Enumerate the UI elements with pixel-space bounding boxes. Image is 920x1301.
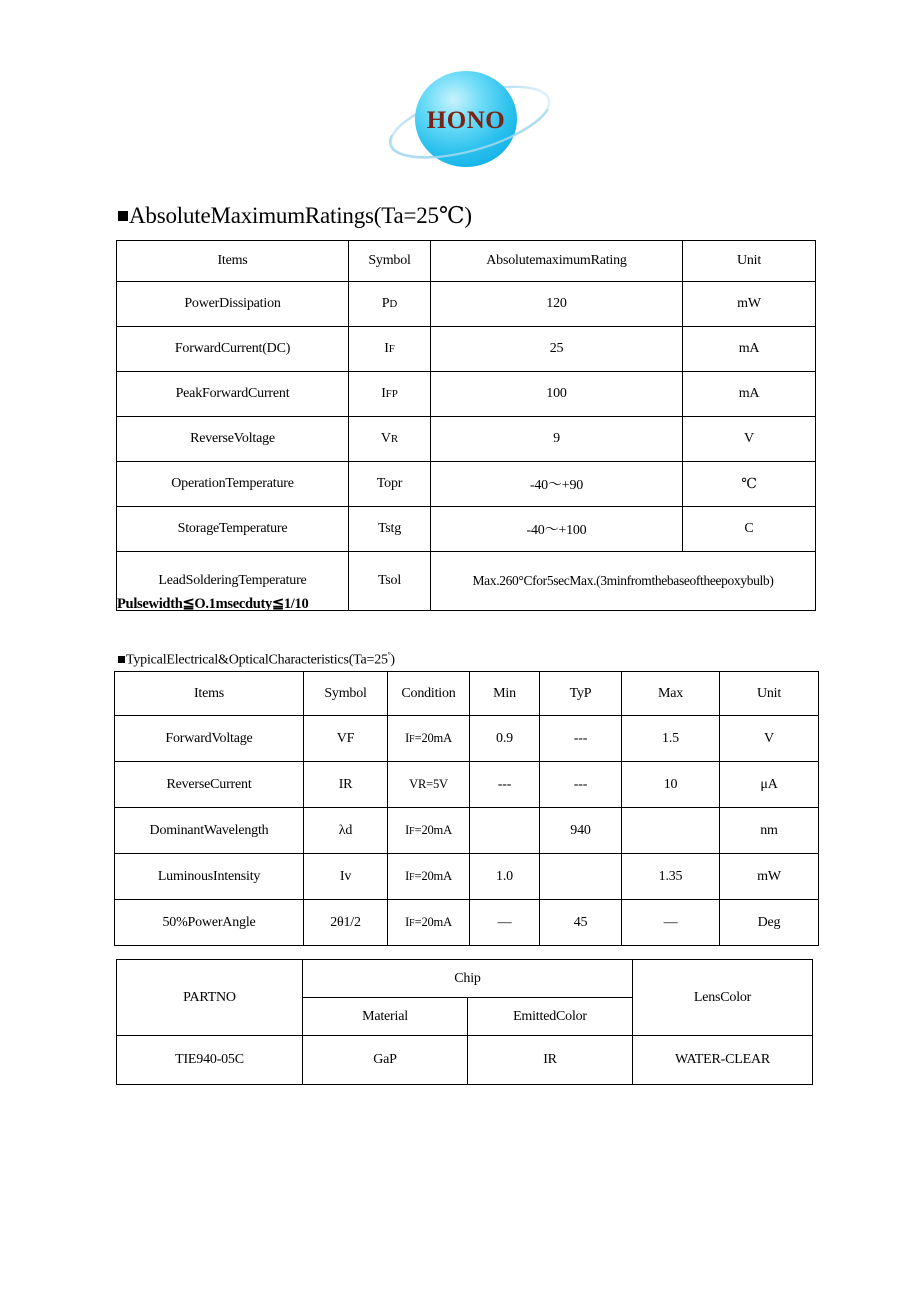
column-header-unit: Unit: [720, 672, 819, 716]
cell-condition: [388, 900, 470, 946]
cell-min: 0.9: [470, 716, 540, 762]
column-header-rating: AbsolutemaximumRating: [431, 241, 683, 282]
cell-unit: ℃: [683, 462, 816, 507]
cell-typ: 940: [540, 808, 622, 854]
cell-unit: C: [683, 507, 816, 552]
cell-item: OperationTemperature: [117, 462, 349, 507]
column-header-partno: PARTNO: [117, 960, 303, 1036]
cell-min: —: [470, 900, 540, 946]
column-header-material: Material: [303, 998, 468, 1036]
column-header-items: Items: [115, 672, 304, 716]
cell-symbol: 2θ1/2: [304, 900, 388, 946]
table-row: [117, 462, 816, 507]
cell-lens-color: WATER-CLEAR: [633, 1036, 813, 1085]
cell-unit: Deg: [720, 900, 819, 946]
section-heading-typical-characteristics: [118, 650, 395, 669]
bullet-square-icon: [118, 211, 128, 221]
typical-heading-tail: ): [390, 652, 395, 668]
absolute-max-heading-text: AbsoluteMaximumRatings(Ta=25℃): [129, 203, 472, 228]
table-header-row-chip: [117, 960, 813, 998]
table-header-row: [115, 672, 819, 716]
condition-base: I: [405, 915, 410, 929]
pulsewidth-note: Pulsewidth≦O.1msecduty≦1/10: [117, 596, 309, 612]
table-row: [115, 716, 819, 762]
cell-symbol: Topr: [349, 462, 431, 507]
cell-condition: [388, 808, 470, 854]
cell-item: PeakForwardCurrent: [117, 372, 349, 417]
symbol-base: P: [381, 296, 390, 311]
table-row: [117, 282, 816, 327]
symbol-subscript: F: [388, 343, 395, 355]
company-logo: [370, 62, 570, 180]
cell-max: [622, 808, 720, 854]
cell-unit: mA: [683, 327, 816, 372]
cell-max: —: [622, 900, 720, 946]
cell-typ: ---: [540, 762, 622, 808]
column-header-items: Items: [117, 241, 349, 282]
column-header-min: Min: [470, 672, 540, 716]
column-header-typ: TyP: [540, 672, 622, 716]
symbol-base: I: [384, 341, 389, 356]
condition-subscript: F: [409, 734, 415, 745]
cell-condition: [388, 854, 470, 900]
absolute-maximum-ratings-table: [116, 240, 816, 611]
cell-symbol: VF: [304, 716, 388, 762]
cell-item: StorageTemperature: [117, 507, 349, 552]
symbol-subscript: D: [389, 298, 398, 310]
cell-symbol: Tstg: [349, 507, 431, 552]
cell-rating: 9: [431, 417, 683, 462]
cell-symbol: [349, 417, 431, 462]
cell-item: ReverseCurrent: [115, 762, 304, 808]
cell-typ: [540, 854, 622, 900]
symbol-subscript: FP: [385, 388, 398, 400]
cell-item: DominantWavelength: [115, 808, 304, 854]
cell-item: ForwardVoltage: [115, 716, 304, 762]
cell-lead-soldering-note: Max.260°Cfor5secMax.(3minfromthebaseoftheepoxybulb): [431, 552, 816, 611]
cell-partno: TIE940-05C: [117, 1036, 303, 1085]
cell-symbol: IR: [304, 762, 388, 808]
column-header-max: Max: [622, 672, 720, 716]
logo-graphic: [370, 62, 570, 180]
condition-tail: =20mA: [414, 869, 452, 883]
table-row: [115, 854, 819, 900]
cell-min: 1.0: [470, 854, 540, 900]
section-heading-absolute-max: [118, 203, 472, 229]
table-row: [115, 762, 819, 808]
symbol-base: I: [381, 386, 386, 401]
column-header-symbol: Symbol: [304, 672, 388, 716]
typical-characteristics-table: [114, 671, 819, 946]
cell-typ: 45: [540, 900, 622, 946]
column-header-condition: Condition: [388, 672, 470, 716]
cell-item: 50%PowerAngle: [115, 900, 304, 946]
table-row: [117, 372, 816, 417]
cell-unit: mA: [683, 372, 816, 417]
cell-rating: -40～+100: [431, 507, 683, 552]
bullet-square-icon: [118, 656, 125, 663]
table-row: [117, 327, 816, 372]
cell-item: LuminousIntensity: [115, 854, 304, 900]
cell-min: [470, 808, 540, 854]
part-number-table: [116, 959, 813, 1085]
cell-unit: mW: [720, 854, 819, 900]
column-header-unit: Unit: [683, 241, 816, 282]
cell-max: 1.35: [622, 854, 720, 900]
table-header-row: [117, 241, 816, 282]
cell-item: ForwardCurrent(DC): [117, 327, 349, 372]
table-row: [117, 1036, 813, 1085]
cell-symbol: [349, 327, 431, 372]
table-row: [115, 900, 819, 946]
cell-unit: V: [720, 716, 819, 762]
condition-subscript: F: [409, 826, 415, 837]
column-header-lens-color: LensColor: [633, 960, 813, 1036]
cell-material: GaP: [303, 1036, 468, 1085]
cell-unit: mW: [683, 282, 816, 327]
table-row: [117, 417, 816, 462]
symbol-subscript: R: [390, 433, 399, 445]
typical-heading-degree: º: [387, 650, 391, 660]
cell-condition: [388, 762, 470, 808]
logo-text: HONO: [426, 107, 506, 134]
cell-item: ReverseVoltage: [117, 417, 349, 462]
cell-rating: -40～+90: [431, 462, 683, 507]
condition-tail: =20mA: [414, 915, 452, 929]
condition-base: I: [405, 869, 410, 883]
symbol-base: V: [380, 431, 391, 446]
typical-heading-text: TypicalElectrical&OpticalCharacteristics(Ta=25: [126, 652, 388, 668]
cell-condition: [388, 716, 470, 762]
condition-subscript: F: [409, 918, 415, 929]
cell-unit: μA: [720, 762, 819, 808]
condition-tail: =20mA: [414, 823, 452, 837]
cell-max: 10: [622, 762, 720, 808]
cell-symbol: Iv: [304, 854, 388, 900]
cell-min: ---: [470, 762, 540, 808]
cell-emitted-color: IR: [468, 1036, 633, 1085]
column-header-emitted-color: EmittedColor: [468, 998, 633, 1036]
cell-rating: 100: [431, 372, 683, 417]
condition-subscript: F: [409, 872, 415, 883]
column-header-chip: Chip: [303, 960, 633, 998]
cell-item: PowerDissipation: [117, 282, 349, 327]
table-row: [115, 808, 819, 854]
cell-typ: ---: [540, 716, 622, 762]
cell-item: LeadSolderingTemperature: [117, 552, 349, 611]
table-row: [117, 507, 816, 552]
cell-rating: 120: [431, 282, 683, 327]
cell-unit: V: [683, 417, 816, 462]
column-header-symbol: Symbol: [349, 241, 431, 282]
cell-symbol: [349, 282, 431, 327]
cell-max: 1.5: [622, 716, 720, 762]
cell-symbol: [349, 372, 431, 417]
cell-unit: nm: [720, 808, 819, 854]
condition-tail: =20mA: [414, 731, 452, 745]
cell-symbol: λd: [304, 808, 388, 854]
condition-base: I: [405, 731, 410, 745]
condition-base: I: [405, 823, 410, 837]
cell-symbol: Tsol: [349, 552, 431, 611]
condition-base: VR=5V: [409, 777, 448, 791]
cell-rating: 25: [431, 327, 683, 372]
